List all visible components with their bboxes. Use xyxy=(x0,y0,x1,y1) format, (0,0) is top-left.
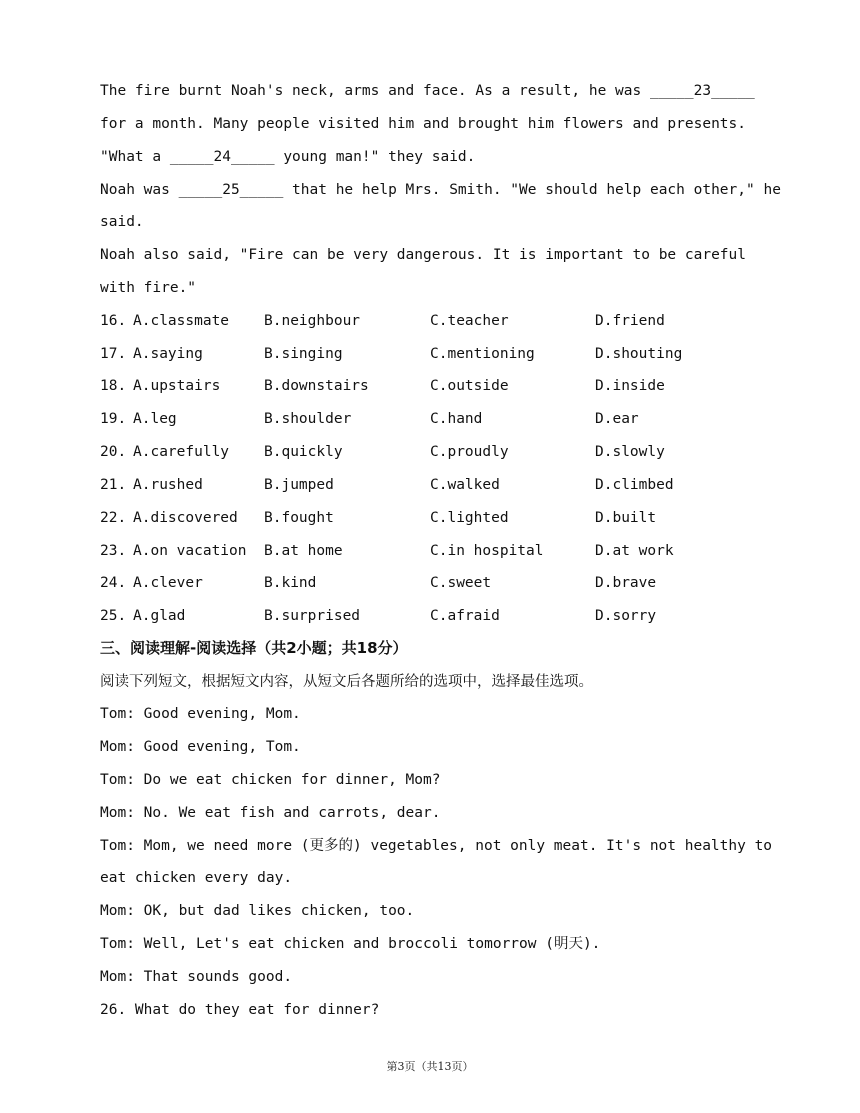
dialogue-line: Mom: OK, but dad likes chicken, too. xyxy=(100,903,415,919)
dialogue-line: Tom: Mom, we need more (更多的) vegetables, not only meat. It's not healthy to xyxy=(100,838,773,854)
question-number: 16. xyxy=(100,313,127,329)
option-b: B.shoulder xyxy=(264,411,352,427)
question-number: 23. xyxy=(100,543,127,559)
option-a: A.rushed xyxy=(133,477,203,493)
option-d: D.inside xyxy=(595,378,665,394)
option-a: A.on vacation xyxy=(133,543,247,559)
dialogue-line: Tom: Do we eat chicken for dinner, Mom? xyxy=(100,772,441,788)
option-d: D.slowly xyxy=(595,444,665,460)
option-b: B.kind xyxy=(264,575,317,591)
option-d: D.built xyxy=(595,510,657,526)
option-c: C.lighted xyxy=(430,510,509,526)
passage-line: for a month. Many people visited him and brought him flowers and presents. xyxy=(100,116,747,132)
passage-line: with fire." xyxy=(100,280,197,296)
dialogue-line: Tom: Good evening, Mom. xyxy=(100,706,301,722)
option-a: A.glad xyxy=(133,608,186,624)
option-a: A.clever xyxy=(133,575,203,591)
option-c: C.proudly xyxy=(430,444,509,460)
option-b: B.singing xyxy=(264,346,343,362)
option-d: D.at work xyxy=(595,543,674,559)
dialogue-line: eat chicken every day. xyxy=(100,870,293,886)
option-c: C.hand xyxy=(430,411,483,427)
option-b: B.at home xyxy=(264,543,343,559)
option-d: D.ear xyxy=(595,411,639,427)
option-d: D.friend xyxy=(595,313,665,329)
dialogue-line: Tom: Well, Let's eat chicken and broccoli tomorrow (明天). xyxy=(100,936,601,952)
option-a: A.saying xyxy=(133,346,203,362)
passage-line: The fire burnt Noah's neck, arms and face. As a result, he was _____23_____ xyxy=(100,83,755,99)
question-number: 25. xyxy=(100,608,127,624)
question-number: 20. xyxy=(100,444,127,460)
option-c: C.in hospital xyxy=(430,543,544,559)
option-a: A.leg xyxy=(133,411,177,427)
option-d: D.sorry xyxy=(595,608,657,624)
question-number: 18. xyxy=(100,378,127,394)
option-b: B.neighbour xyxy=(264,313,361,329)
option-b: B.quickly xyxy=(264,444,343,460)
question-number: 21. xyxy=(100,477,127,493)
option-c: C.afraid xyxy=(430,608,500,624)
option-a: A.classmate xyxy=(133,313,230,329)
option-a: A.upstairs xyxy=(133,378,221,394)
dialogue-line: Mom: That sounds good. xyxy=(100,969,293,985)
question-number: 17. xyxy=(100,346,127,362)
passage-line: said. xyxy=(100,214,144,230)
dialogue-line: Mom: Good evening, Tom. xyxy=(100,739,301,755)
passage-line: "What a _____24_____ young man!" they said. xyxy=(100,149,476,165)
option-b: B.downstairs xyxy=(264,378,369,394)
passage-line: Noah was _____25_____ that he help Mrs. Smith. "We should help each other," he xyxy=(100,182,781,198)
option-a: A.carefully xyxy=(133,444,230,460)
section-instruction: 阅读下列短文，根据短文内容，从短文后各题所给的选项中，选择最佳选项。 xyxy=(100,674,593,690)
dialogue-line: Mom: No. We eat fish and carrots, dear. xyxy=(100,805,441,821)
option-b: B.jumped xyxy=(264,477,334,493)
question-number: 19. xyxy=(100,411,127,427)
page-footer: 第3页（共13页） xyxy=(386,1060,474,1073)
question-number: 22. xyxy=(100,510,127,526)
section-heading: 三、阅读理解-阅读选择（共2小题；共18分） xyxy=(100,639,408,657)
option-a: A.discovered xyxy=(133,510,238,526)
option-c: C.walked xyxy=(430,477,500,493)
option-c: C.outside xyxy=(430,378,509,394)
option-d: D.shouting xyxy=(595,346,683,362)
question-number: 24. xyxy=(100,575,127,591)
passage-line: Noah also said, "Fire can be very dangerous. It is important to be careful xyxy=(100,247,747,263)
option-d: D.brave xyxy=(595,575,657,591)
option-d: D.climbed xyxy=(595,477,674,493)
option-c: C.teacher xyxy=(430,313,509,329)
option-c: C.mentioning xyxy=(430,346,535,362)
question-26: 26. What do they eat for dinner? xyxy=(100,1002,380,1018)
option-b: B.fought xyxy=(264,510,334,526)
option-b: B.surprised xyxy=(264,608,361,624)
option-c: C.sweet xyxy=(430,575,492,591)
